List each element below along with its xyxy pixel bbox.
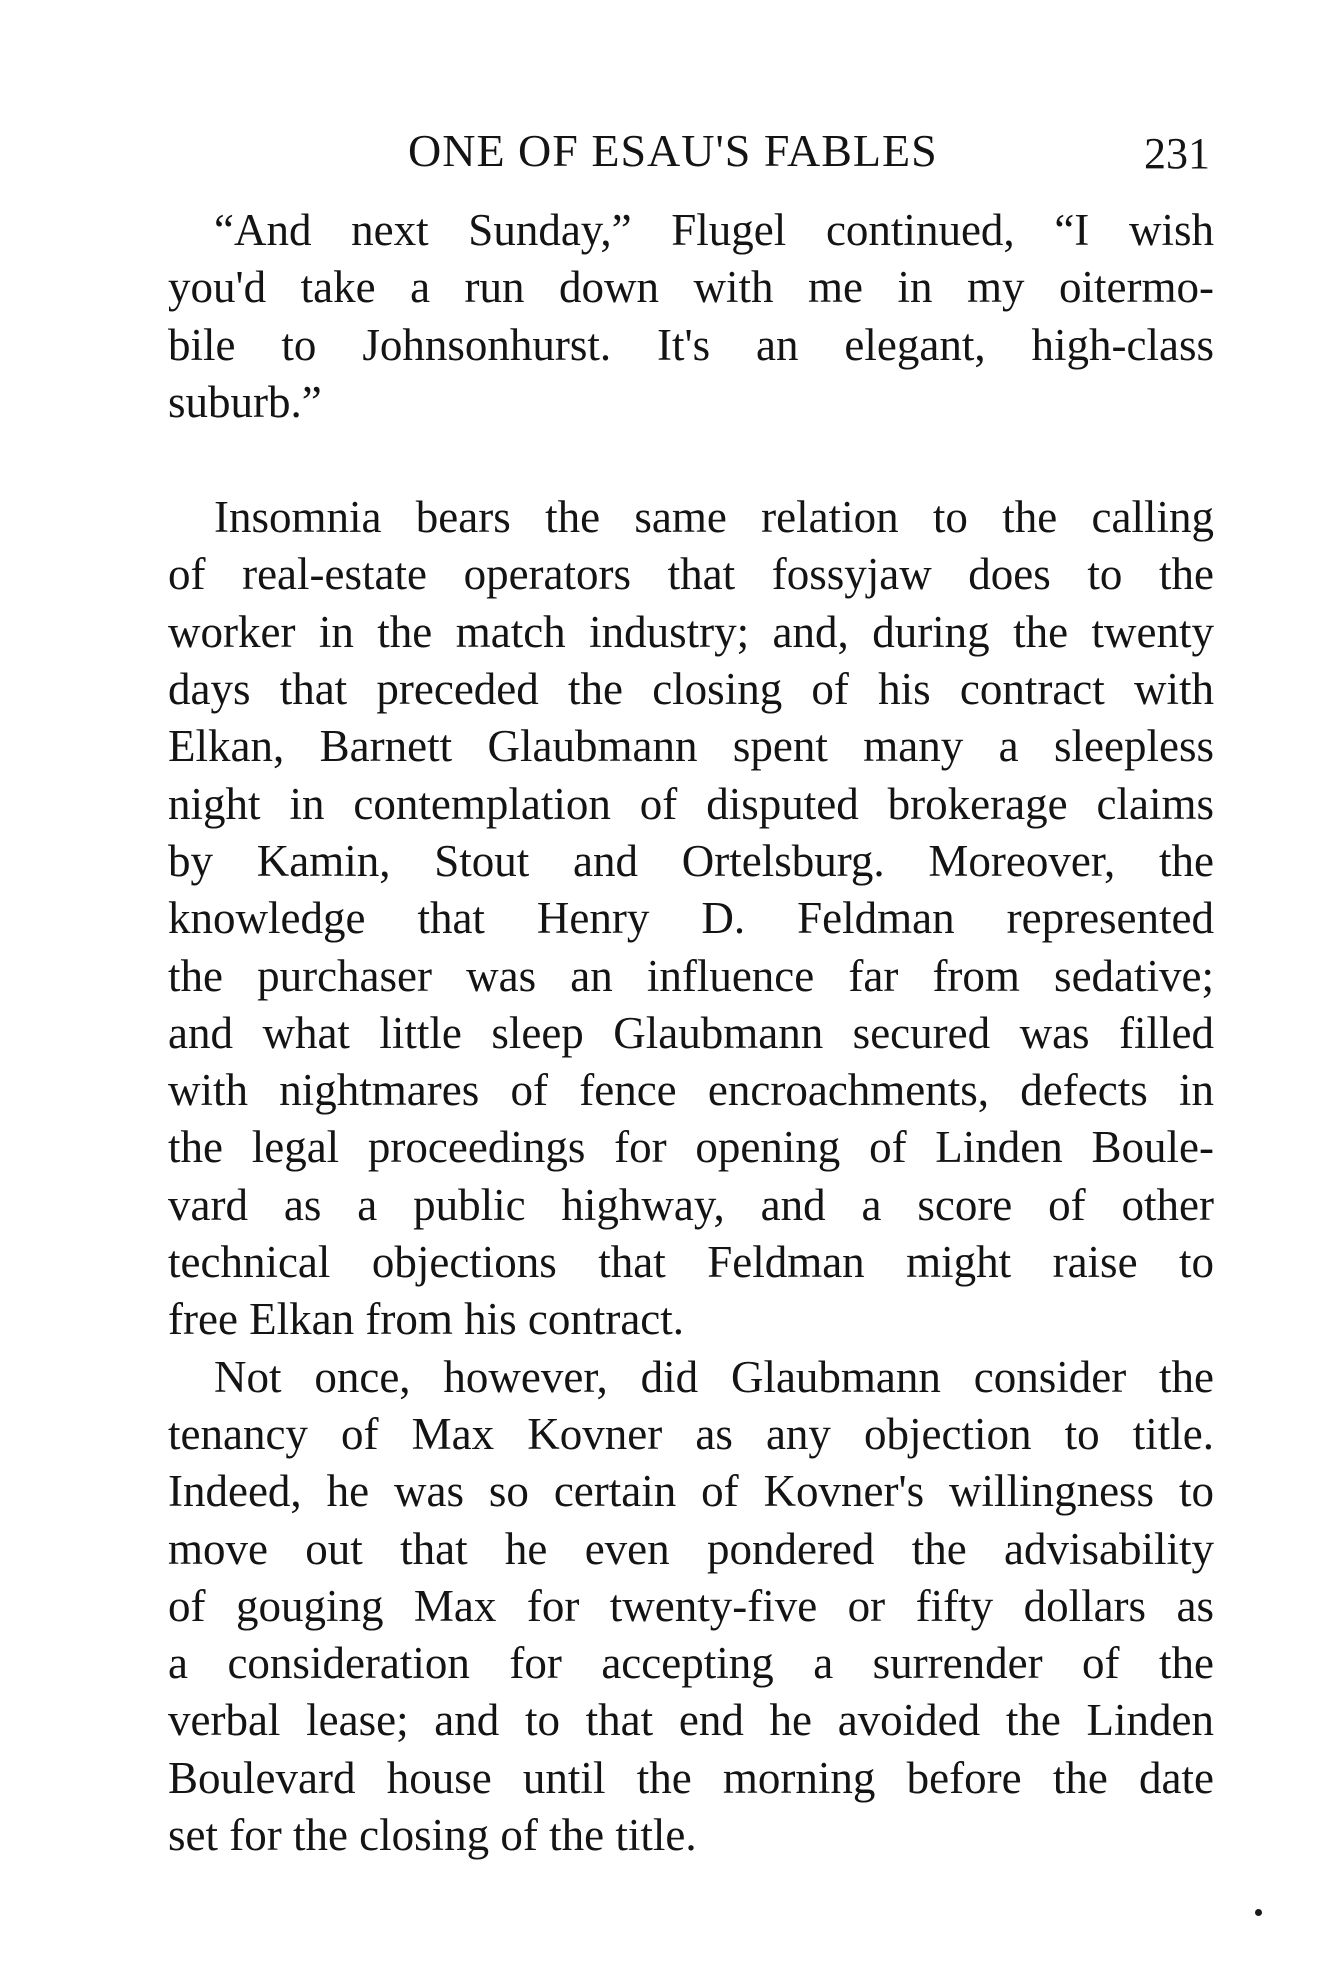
paragraph-3 [168, 1349, 1214, 1865]
text-line: a consideration for accepting a surrender of the [168, 1638, 1214, 1689]
text-line: days that preceded the closing of his contract with [168, 664, 1214, 715]
text-line: worker in the match industry; and, during the twenty [168, 606, 1214, 657]
text-line: verbal lease; and to that end he avoided the Linden [168, 1695, 1214, 1746]
text-line: Indeed, he was so certain of Kovner's willingness to [168, 1466, 1214, 1517]
text-line: with nightmares of fence encroachments, defects in [168, 1065, 1214, 1116]
text-line: set for the closing of the title. [168, 1810, 697, 1861]
text-line: the purchaser was an influence far from sedative; [168, 950, 1214, 1001]
text-line: tenancy of Max Kovner as any objection to title. [168, 1408, 1214, 1459]
text-line: of real-estate operators that fossyjaw does to the [168, 549, 1214, 600]
page-number: 231 [1144, 129, 1210, 178]
text-line: “And next Sunday,” Flugel continued, “I wish [214, 205, 1214, 255]
text-line: knowledge that Henry D. Feldman represented [168, 893, 1214, 944]
text-line: vard as a public highway, and a score of other [168, 1179, 1214, 1230]
text-line: by Kamin, Stout and Ortelsburg. Moreover, the [168, 835, 1214, 886]
text-line: the legal proceedings for opening of Linden Boule- [168, 1122, 1214, 1173]
text-line: of gouging Max for twenty-five or fifty dollars as [168, 1580, 1214, 1631]
text-line: Not once, however, did Glaubmann consider the [214, 1351, 1214, 1402]
text-line: Elkan, Barnett Glaubmann spent many a sleepless [168, 721, 1214, 772]
text-line: Boulevard house until the morning before the date [168, 1752, 1214, 1803]
paragraph-1 [168, 202, 1214, 431]
page-header [168, 124, 1214, 184]
text-line: you'd take a run down with me in my oitermo- [168, 262, 1214, 313]
text-line: free Elkan from his contract. [168, 1294, 685, 1345]
text-line: night in contemplation of disputed brokerage claims [168, 778, 1214, 829]
paragraph-gap [168, 431, 1214, 489]
print-speck [1255, 1909, 1262, 1916]
running-title: ONE OF ESAU'S FABLES [408, 125, 938, 176]
text-line: suburb.” [168, 376, 322, 427]
text-line: Insomnia bears the same relation to the calling [214, 492, 1214, 543]
text-line: move out that he even pondered the advisability [168, 1523, 1214, 1574]
text-line: bile to Johnsonhurst. It's an elegant, high-class [168, 319, 1214, 370]
text-line: and what little sleep Glaubmann secured was filled [168, 1007, 1214, 1058]
paragraph-2 [168, 489, 1214, 1348]
text-line: technical objections that Feldman might raise to [168, 1237, 1214, 1288]
body-text [168, 202, 1214, 1864]
